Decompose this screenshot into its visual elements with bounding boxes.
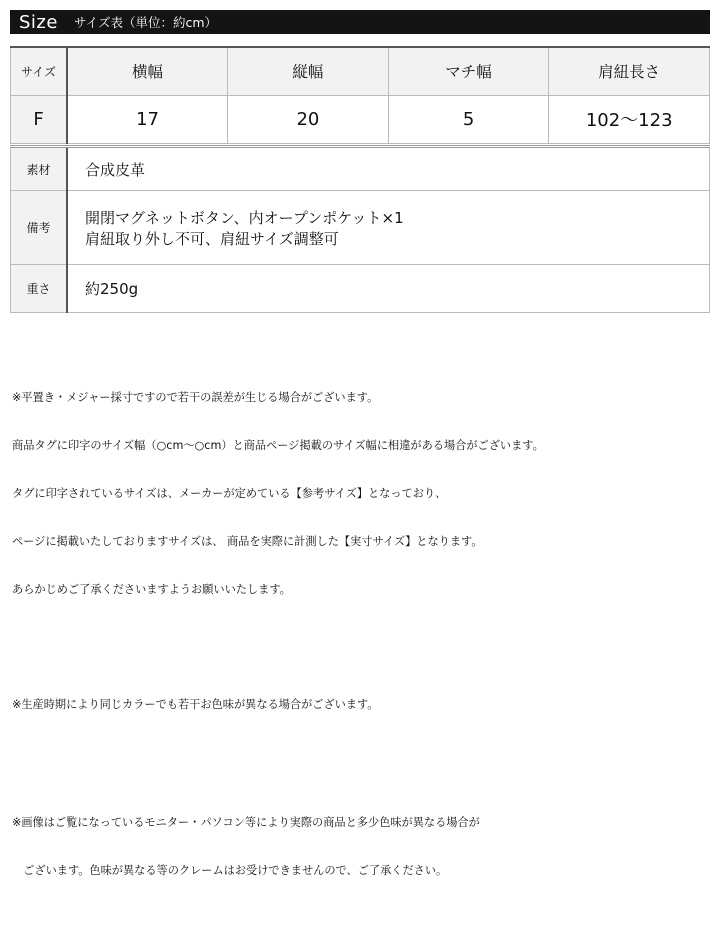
note-line: ※生産時期により同じカラーでも若干お色味が異なる場合がございます。 — [12, 698, 379, 711]
cell-strap-length: 102〜123 — [549, 95, 710, 143]
header-gusset: マチ幅 — [388, 47, 549, 95]
cell-gusset: 5 — [388, 95, 549, 143]
note-group — [12, 783, 544, 911]
note-line: ページに掲載いたしておりますサイズは、 商品を実際に計測した【実寸サイズ】となります。 — [12, 535, 483, 548]
detail-row-weight — [11, 265, 710, 313]
detail-label: 重さ — [11, 265, 68, 313]
size-table — [10, 46, 710, 144]
cell-size: F — [11, 95, 68, 143]
detail-value: 約250g — [67, 265, 710, 313]
size-chart-title-bar — [10, 10, 710, 34]
note-line: ※画像はご覧になっているモニター・パソコン等により実際の商品と多少色味が異なる場合が — [12, 816, 480, 829]
table-row — [11, 95, 710, 143]
note-group — [12, 358, 544, 630]
title-size: Size — [19, 11, 58, 33]
detail-row-material — [11, 147, 710, 191]
cell-height: 20 — [228, 95, 389, 143]
note-line: あらかじめご了承くださいますようお願いいたします。 — [12, 583, 291, 596]
remark-line: 肩紐取り外し不可、肩紐サイズ調整可 — [85, 229, 339, 248]
size-table-header — [11, 47, 710, 95]
note-line: 商品タグに印字のサイズ幅（○cm〜○cm）と商品ページ掲載のサイズ幅に相違がある場合がございます。 — [12, 439, 544, 452]
cell-width: 17 — [67, 95, 228, 143]
detail-row-remarks — [11, 191, 710, 265]
details-table — [10, 145, 710, 313]
note-line: ございます。色味が異なる等のクレームはお受けできませんので、ご了承ください。 — [12, 864, 448, 877]
detail-label: 備考 — [11, 191, 68, 265]
header-width: 横幅 — [67, 47, 228, 95]
note-line: タグに印字されているサイズは、メーカーが定めている【参考サイズ】となっており、 — [12, 487, 447, 500]
note-line: ※平置き・メジャー採寸ですので若干の誤差が生じる場合がございます。 — [12, 391, 379, 404]
detail-value — [67, 191, 710, 265]
remark-line: 開閉マグネットボタン、内オープンポケット×1 — [85, 208, 404, 227]
detail-label: 素材 — [11, 147, 68, 191]
detail-value: 合成皮革 — [67, 147, 710, 191]
header-height: 縦幅 — [228, 47, 389, 95]
header-size: サイズ — [11, 47, 68, 95]
header-strap-length: 肩紐長さ — [549, 47, 710, 95]
note-group — [12, 665, 544, 745]
title-subtitle: サイズ表（単位：約cm） — [73, 15, 218, 30]
notes — [12, 326, 544, 927]
